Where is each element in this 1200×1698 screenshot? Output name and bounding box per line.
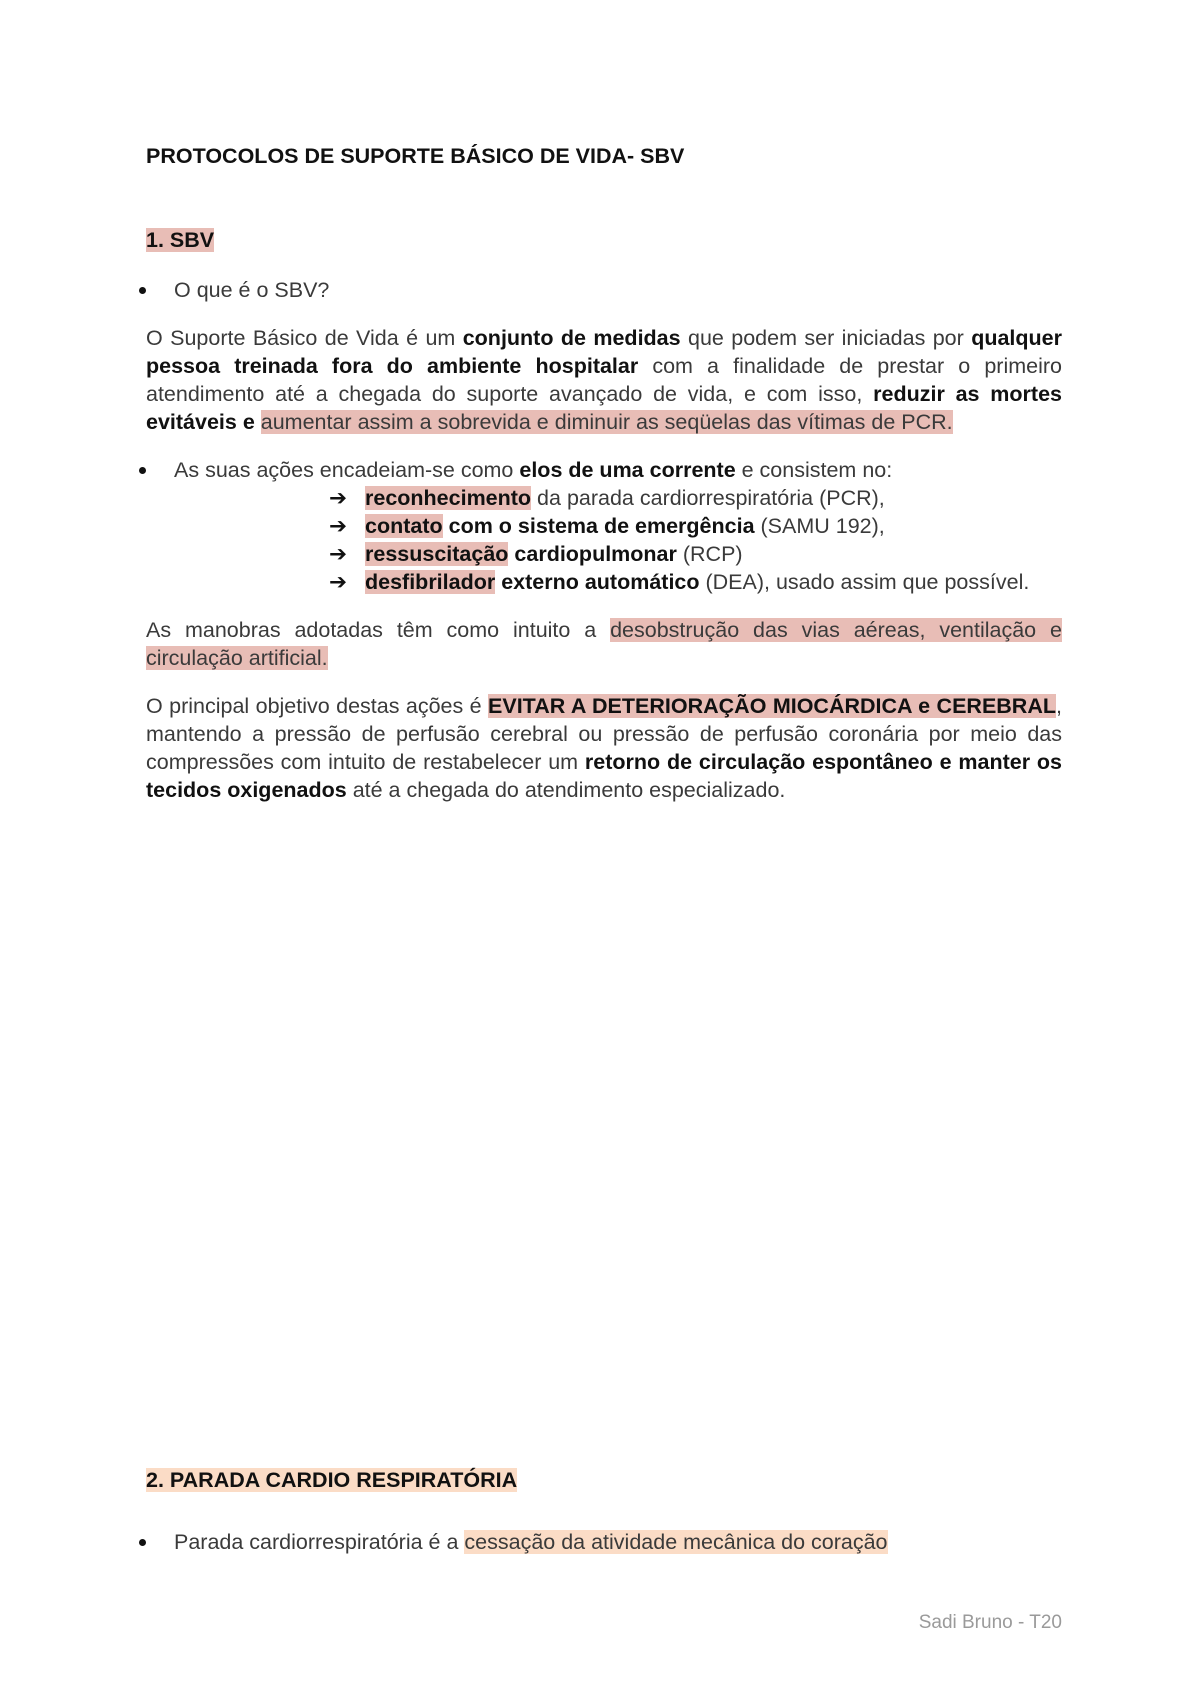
chain-item-dea: ➔ desfibrilador externo automático (DEA), usado assim que possível. <box>329 570 1030 594</box>
bullet-question: O que é o SBV? <box>146 276 1062 304</box>
section-1-content <box>146 142 1062 824</box>
paragraph-definition: O Suporte Básico de Vida é um conjunto de medidas que podem ser iniciadas por qualquer pessoa treinada fora do ambiente hospitalar com a finalidade de prestar o primeiro atendimento até a chegada do suporte avançado de vida, e com isso, reduzir as mortes evitáveis e aumentar assim a sobrevida e diminuir as seqüelas das vítimas de PCR. <box>146 326 1062 434</box>
document-title: PROTOCOLOS DE SUPORTE BÁSICO DE VIDA- SBV <box>146 144 685 168</box>
chain-item-recognition: ➔ reconhecimento da parada cardiorrespiratória (PCR), <box>329 486 885 510</box>
chain-list <box>329 484 1062 596</box>
bullet-chain: As suas ações encadeiam-se como elos de uma corrente e consistem no: <box>146 456 1062 484</box>
section-2-content <box>146 1466 1062 1576</box>
arrow-icon: ➔ <box>329 542 348 566</box>
paragraph-maneuvers: As manobras adotadas têm como intuito a desobstrução das vias aéreas, ventilação e circulação artificial. <box>146 618 1062 670</box>
page-footer: Sadi Bruno - T20 <box>918 1612 1062 1633</box>
bullet-pcr-definition: Parada cardiorrespiratória é a cessação da atividade mecânica do coração <box>146 1528 1062 1556</box>
arrow-icon: ➔ <box>329 514 348 538</box>
section-1-heading: 1. SBV <box>146 228 215 252</box>
chain-item-contact: ➔ contato com o sistema de emergência (SAMU 192), <box>329 514 885 538</box>
section-2-heading: 2. PARADA CARDIO RESPIRATÓRIA <box>146 1468 518 1492</box>
chain-item-rcp: ➔ ressuscitação cardiopulmonar (RCP) <box>329 542 743 566</box>
paragraph-objective: O principal objetivo destas ações é EVITAR A DETERIORAÇÃO MIOCÁRDICA e CEREBRAL, mantendo a pressão de perfusão cerebral ou pressão de perfusão coronária por meio das compressões com intuito de restabelecer um retorno de circulação espontâneo e manter os tecidos oxigenados até a chegada do atendimento especializado. <box>146 694 1062 802</box>
arrow-icon: ➔ <box>329 486 348 510</box>
arrow-icon: ➔ <box>329 570 348 594</box>
